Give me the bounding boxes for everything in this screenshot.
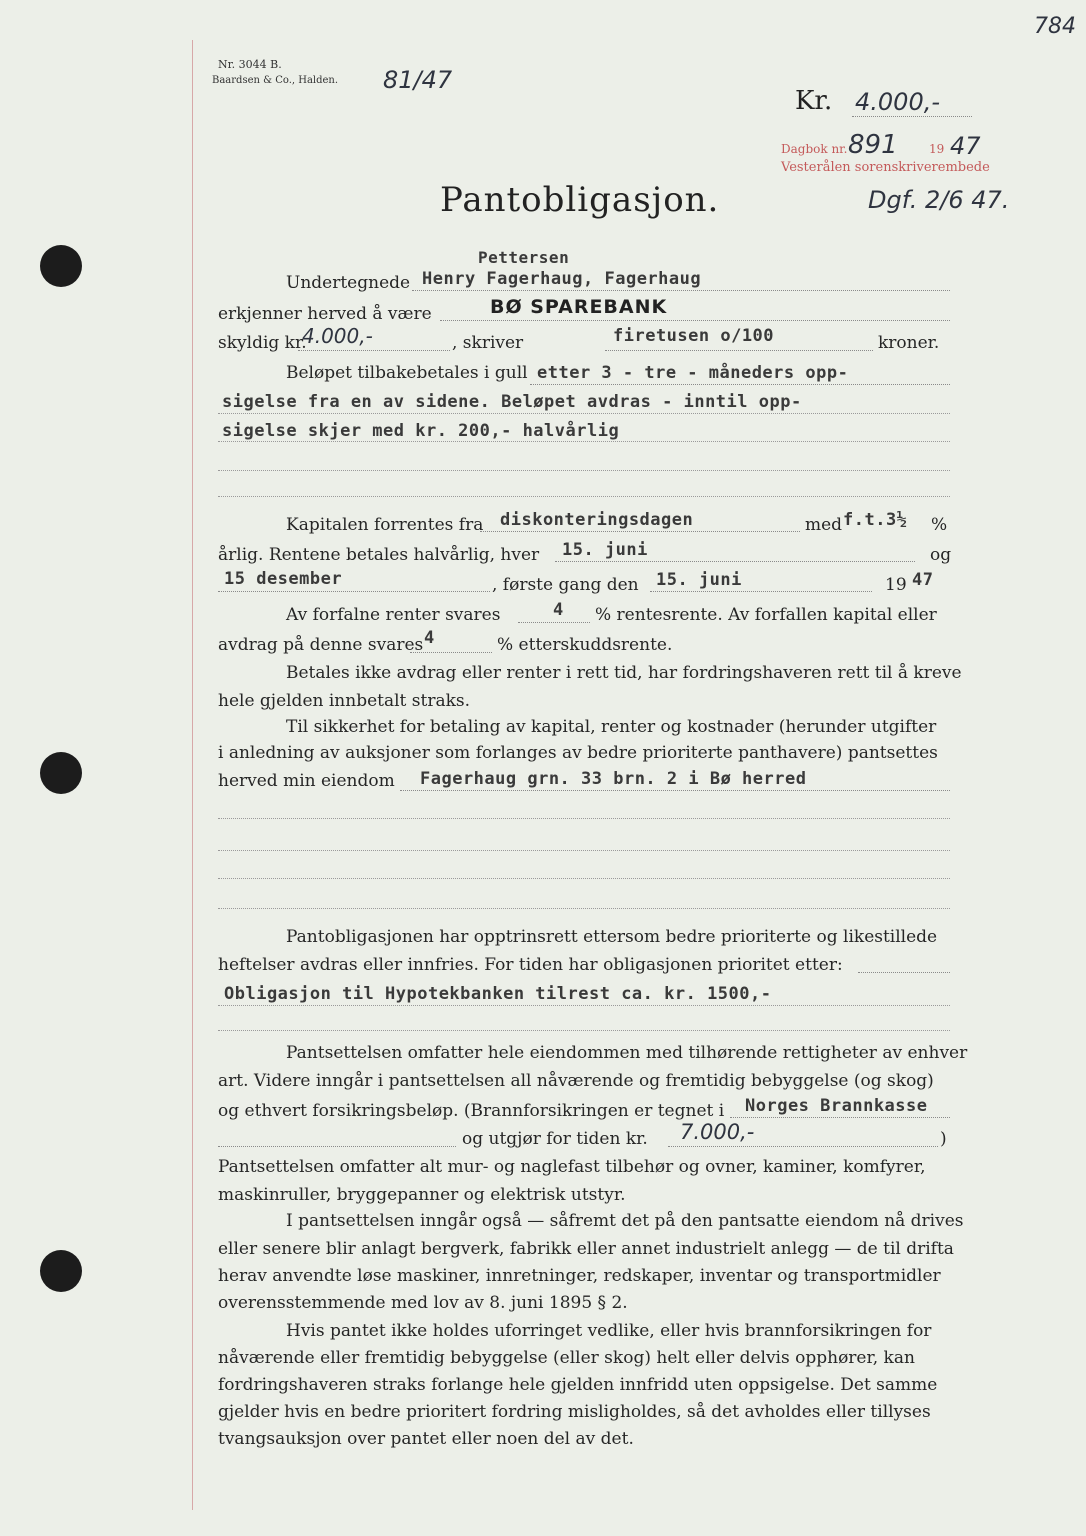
skriver-label: , skriver — [452, 333, 524, 353]
sikkerhet-line-2: i anledning av auksjoner som forlanges av bedre prioriterte panthavere) pantsettes — [218, 743, 938, 763]
utgjor-dots — [218, 1146, 456, 1147]
first-date-line — [650, 591, 872, 592]
vedlike-line-2: nåværende eller fremtidig bebyggelse (eller skog) helt eller delvis opphører, kan — [218, 1348, 915, 1368]
first-payment-year: 47 — [912, 570, 934, 590]
sikkerhet-line-1: Til sikkerhet for betaling av kapital, renter og kostnader (herunder utgifter — [286, 717, 937, 737]
insurer-line — [730, 1117, 950, 1118]
omfatter-line-1: Pantsettelsen omfatter hele eiendommen med tilhørende rettigheter av enhver — [286, 1043, 968, 1063]
first-payment-date: 15. juni — [656, 570, 742, 590]
date2-line — [218, 591, 490, 592]
property-dots-2 — [218, 818, 950, 819]
kapitalen-line — [480, 531, 800, 532]
kapitalen-value: diskonteringsdagen — [500, 510, 694, 530]
arlig-label: årlig. Rentene betales halvårlig, hver — [218, 545, 540, 565]
med-label: med — [805, 515, 843, 535]
tilbake-dots-4 — [218, 470, 950, 471]
ogsa-line-3: herav anvendte løse maskiner, innretninger, redskaper, inventar og transportmidler — [218, 1266, 941, 1286]
stamp-office: Vesterålen sorenskriveremb​ede — [781, 160, 990, 175]
sikkerhet-line-3: herved min eiendom — [218, 771, 395, 791]
omfatter-line-3: og ethvert forsikringsbeløp. (Brannforsikringen er tegnet i — [218, 1101, 725, 1121]
property-line — [400, 790, 950, 791]
ogsa-line-1: I pantsettelsen inngår også — såfremt det på den pantsatte eiendom nå drives — [286, 1211, 964, 1231]
property-dots-3 — [218, 850, 950, 851]
tilbake-line-3: sigelse skjer med kr. 200,- halvårlig — [222, 421, 620, 441]
ogsa-line-4: overensstemmende med lov av 8. juni 1895 § 2. — [218, 1293, 628, 1313]
debtor-line — [412, 290, 950, 291]
priority-line — [218, 1005, 950, 1006]
insurer-name: Norges Brannkasse — [745, 1096, 928, 1116]
vedlike-line-1: Hvis pantet ikke holdes uforringet vedlike, eller hvis brannforsikringen for — [286, 1321, 932, 1341]
etterskudd-percent: 4 — [424, 628, 435, 648]
etterskudd-text: % etterskuddsrente. — [497, 635, 673, 655]
stamp-date: Dgf. 2/6 47. — [868, 186, 1010, 214]
punch-hole — [40, 752, 82, 794]
property-dots-5 — [218, 908, 950, 909]
utgjor-label: og utgjør for tiden kr. — [462, 1129, 648, 1149]
tilbake-line-2: sigelse fra en av sidene. Beløpet avdras - inntil opp- — [222, 392, 802, 412]
skyldig-amount: 4.000,- — [302, 324, 373, 348]
stamp-year-prefix: 19 — [929, 142, 945, 156]
printer-name: Baardsen & Co., Halden. — [212, 75, 339, 86]
betales-line-1: Betales ikke avdrag eller renter i rett tid, har fordringshaveren rett til å kreve — [286, 663, 962, 683]
opptrinn-line-1: Pantobligasjonen har opptrinsrett ettersom bedre prioriterte og likestillede — [286, 927, 938, 947]
date1-line — [555, 561, 915, 562]
av-forfalne-label: Av forfalne renter svares — [286, 605, 501, 625]
rentesrente-line — [518, 622, 590, 623]
punch-hole — [40, 245, 82, 287]
rentesrente-text: % rentesrente. Av forfallen kapital eller — [595, 605, 937, 625]
tilbake-label: Beløpet tilbakebetales i gull — [286, 363, 528, 383]
erkjenner-label: erkjenner herved å være — [218, 304, 432, 324]
vedlike-line-4: gjelder hvis en bedre prioritert fordring misligholdes, så det avholdes eller tillyses — [218, 1402, 931, 1422]
skyldig-line — [298, 350, 450, 351]
priority-description: Obligasjon til Hypotekbanken tilrest ca. kr. 1500,- — [224, 984, 772, 1004]
mur-line-1: Pantsettelsen omfatter alt mur- og naglefast tilbehør og ovner, kaminer, komfyrer, — [218, 1157, 926, 1177]
debtor-name: Henry Fagerhaug, Fagerhaug — [422, 269, 702, 289]
payment-date-1: 15. juni — [562, 540, 648, 560]
debtor-insert: Pettersen — [478, 248, 570, 267]
avdrag-label: avdrag på denne svares — [218, 635, 424, 655]
forste-label: , første gang den — [492, 575, 639, 595]
vedlike-line-3: fordringshaveren straks forlange hele gjelden innfridd uten oppsigelse. Det samme — [218, 1375, 938, 1395]
amount-label: Kr. — [795, 86, 833, 116]
tilbake-dots-2 — [218, 413, 950, 414]
creditor-name: BØ SPAREBANK — [490, 296, 668, 318]
property-description: Fagerhaug grn. 33 brn. 2 i Bø herred — [420, 769, 807, 789]
betales-line-2: hele gjelden innbetalt straks. — [218, 691, 471, 711]
percent-sign: % — [931, 515, 948, 535]
skriver-words: firetusen o/100 — [613, 326, 775, 346]
interest-rate: f.t.3½ — [843, 510, 908, 530]
tilbake-dots-3 — [218, 441, 950, 442]
punch-hole — [40, 1250, 82, 1292]
stamp-year: 47 — [950, 132, 981, 160]
omfatter-line-2: art. Videre inngår i pantsettelsen all nåværende og fremtidig bebyggelse (og skog) — [218, 1071, 934, 1091]
opptrinn-line-2: heftelser avdras eller innfries. For tiden har obligasjonen prioritet etter: — [218, 955, 843, 975]
stamp-label: Dagbok nr. — [781, 142, 848, 156]
page-number: 784 — [1034, 14, 1076, 39]
kroner-label: kroner. — [878, 333, 940, 353]
amount-value: 4.000,- — [855, 88, 940, 116]
tilbake-line-1: etter 3 - tre - måneders opp- — [537, 363, 849, 383]
ogsa-line-2: eller senere blir anlagt bergverk, fabrikk eller annet industrielt anlegg — de til drifta — [218, 1239, 954, 1259]
tilbake-dots-5 — [218, 496, 950, 497]
close-paren: ) — [940, 1129, 947, 1149]
creditor-line — [440, 320, 950, 321]
payment-date-2: 15 desember — [224, 569, 343, 589]
document-title: Pantobligasjon. — [440, 180, 720, 220]
opptrinn-dots — [858, 972, 950, 973]
margin-rule — [192, 40, 193, 1510]
og-label: og — [930, 545, 952, 565]
skriver-line — [605, 350, 873, 351]
vedlike-line-5: tvangsauksjon over pantet eller noen del av det. — [218, 1429, 634, 1449]
insured-amount: 7.000,- — [680, 1120, 755, 1144]
undertegnede-label: Undertegnede — [286, 273, 411, 293]
case-number: 81/47 — [383, 66, 453, 94]
property-dots-4 — [218, 878, 950, 879]
year-prefix: 19 — [885, 575, 907, 595]
kapitalen-label: Kapitalen forrentes fra — [286, 515, 484, 535]
amount-line — [852, 116, 972, 117]
skyldig-label: skyldig kr. — [218, 333, 307, 353]
mur-line-2: maskinruller, bryggepanner og elektrisk utstyr. — [218, 1185, 626, 1205]
stamp-number: 891 — [848, 130, 898, 160]
priority-dots-2 — [218, 1030, 950, 1031]
form-number: Nr. 3044 B. — [218, 58, 282, 71]
rentesrente-percent: 4 — [553, 600, 564, 620]
insured-amount-line — [668, 1146, 938, 1147]
etterskudd-line — [410, 652, 492, 653]
tilbake-dots-1 — [530, 384, 950, 385]
